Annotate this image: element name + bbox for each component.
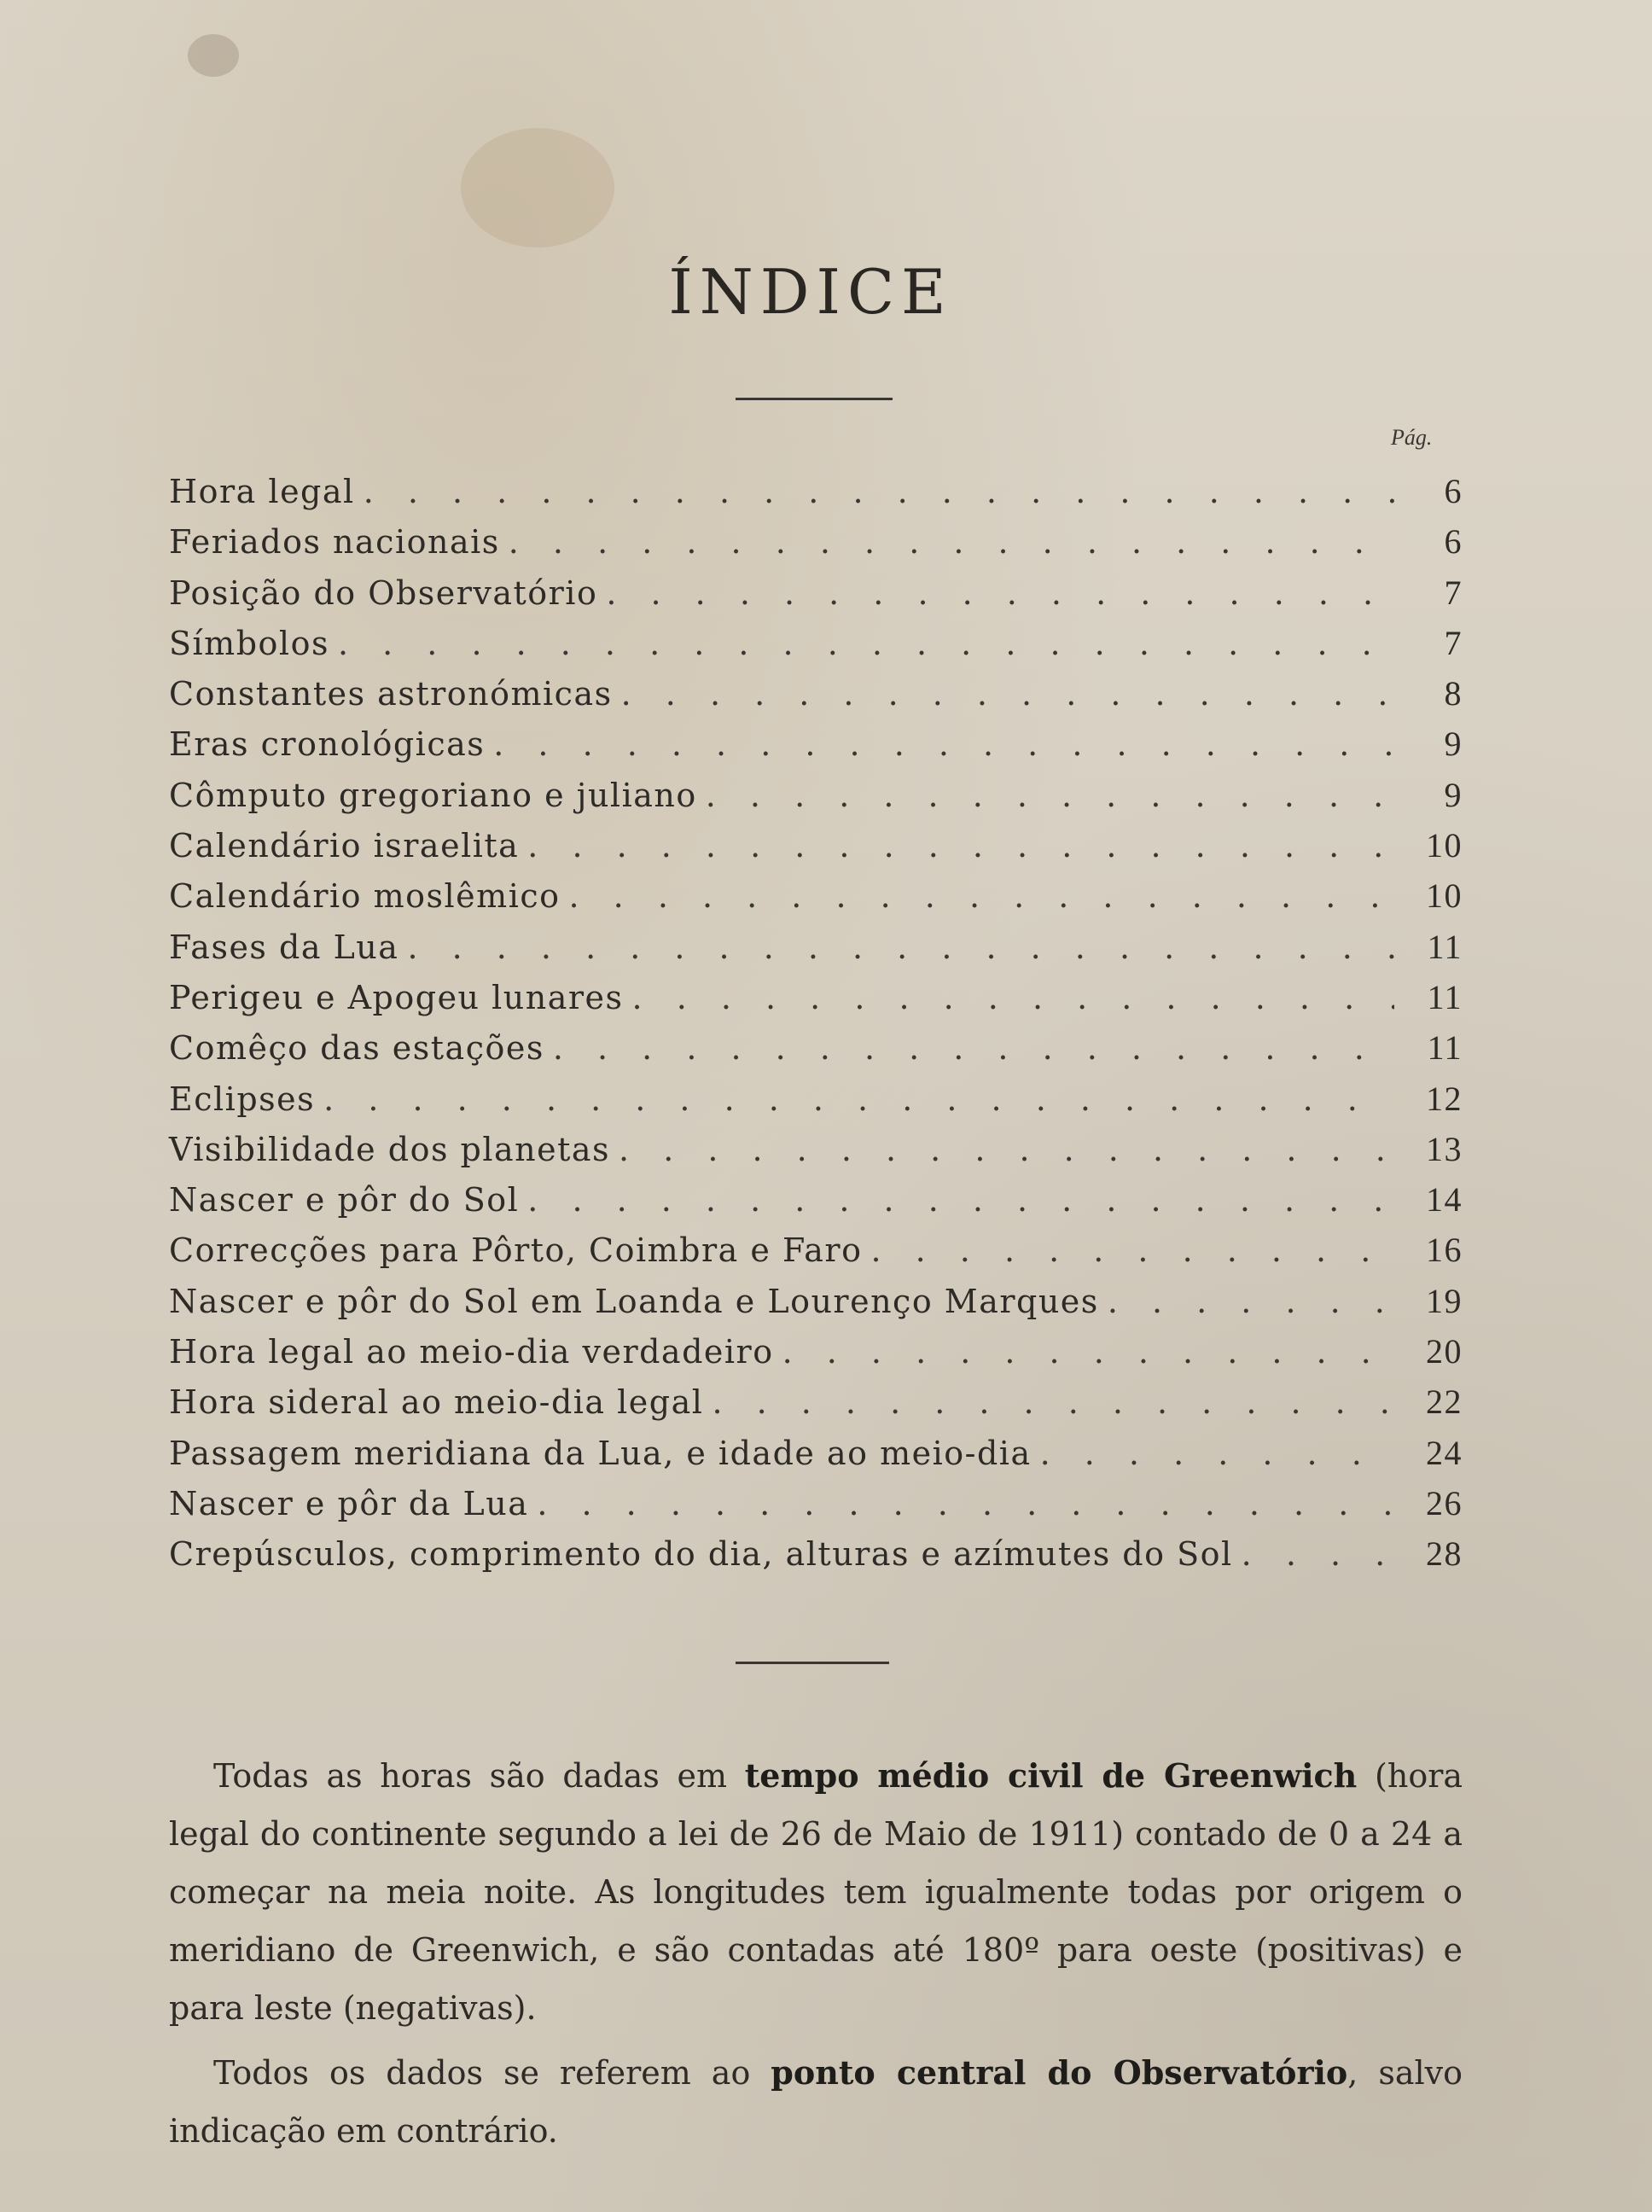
leader-dots [509, 523, 1394, 561]
page-title: ÍNDICE [668, 256, 953, 328]
toc-entry-page: 6 [1444, 472, 1463, 510]
toc-entry-title: Perigeu e Apogeu lunares [169, 978, 624, 1016]
toc-entry-title: Calendário moslêmico [169, 877, 561, 916]
toc-entry [169, 1433, 1463, 1483]
toc-entry [169, 1027, 1463, 1078]
toc-entry-title: Passagem meridiana da Lua, e idade ao meio-dia [169, 1434, 1032, 1472]
toc-entry-title: Visibilidade dos planetas [169, 1130, 611, 1168]
note-paragraph [169, 1747, 1463, 2037]
paper-stain [461, 128, 614, 247]
toc-entry-title: Eclipses [169, 1080, 316, 1118]
toc-entry-page: 7 [1444, 573, 1463, 612]
note-text: Todos os dados se referem ao [213, 2054, 771, 2092]
toc-entry-page: 24 [1426, 1433, 1463, 1472]
toc-entry-page: 6 [1444, 522, 1463, 562]
toc-entry-page: 11 [1427, 927, 1463, 966]
paper-stain [188, 34, 239, 77]
toc-entry [169, 1129, 1463, 1179]
page-column-label: Pág. [1391, 425, 1433, 450]
note-bold-text: tempo médio civil de Greenwich [744, 1756, 1358, 1795]
toc-entry-page: 19 [1426, 1281, 1463, 1320]
toc-entry-page: 26 [1426, 1483, 1463, 1522]
leader-dots [493, 725, 1394, 763]
toc-entry [169, 1281, 1463, 1331]
toc-entry [169, 1331, 1463, 1382]
toc-entry-title: Comêço das estações [169, 1029, 544, 1068]
leader-dots [606, 574, 1394, 612]
toc-entry-page: 20 [1426, 1332, 1463, 1371]
leader-dots [527, 827, 1394, 864]
toc-entry [169, 1483, 1463, 1534]
toc-entry [169, 876, 1463, 926]
toc-entry [169, 1534, 1463, 1584]
toc-entry-page: 10 [1426, 876, 1463, 916]
toc-entry-page: 16 [1426, 1231, 1463, 1270]
toc-entry-title: Símbolos [169, 624, 329, 662]
leader-dots [527, 1181, 1394, 1219]
toc-entry-title: Cômputo gregoriano e juliano [169, 776, 697, 814]
toc-entry-title: Posição do Observatório [169, 573, 598, 612]
toc-entry-page: 11 [1427, 1028, 1463, 1068]
toc-entry-page: 8 [1444, 674, 1463, 713]
toc-entry-title: Nascer e pôr do Sol [169, 1181, 520, 1220]
toc-entry [169, 521, 1463, 572]
title-divider [736, 398, 893, 400]
toc-entry-page: 12 [1426, 1079, 1463, 1118]
leader-dots [553, 1029, 1394, 1067]
toc-entry-title: Constantes astronómicas [169, 675, 613, 713]
toc-entry-page: 9 [1444, 775, 1463, 814]
toc-entry-title: Correcções para Pôrto, Coimbra e Faro [169, 1231, 863, 1270]
leader-dots [632, 979, 1394, 1016]
toc-entry-page: 22 [1426, 1382, 1463, 1422]
toc-entry-title: Fases da Lua [169, 928, 399, 966]
toc-entry-title: Hora sideral ao meio-dia legal [169, 1383, 704, 1422]
leader-dots [870, 1231, 1394, 1269]
toc-entry-title: Nascer e pôr do Sol em Loanda e Lourenço Marques [169, 1282, 1099, 1320]
toc-entry [169, 471, 1463, 521]
leader-dots [706, 777, 1394, 814]
toc-entry [169, 724, 1463, 774]
toc-entry [169, 623, 1463, 673]
leader-dots [1040, 1435, 1394, 1472]
leader-dots [782, 1333, 1394, 1371]
leader-dots [569, 877, 1394, 915]
toc-entry-page: 28 [1426, 1534, 1463, 1574]
toc-entry-title: Hora legal ao meio-dia verdadeiro [169, 1333, 774, 1371]
leader-dots [712, 1383, 1394, 1421]
toc-entry-title: Nascer e pôr da Lua [169, 1484, 529, 1522]
toc-entry [169, 775, 1463, 825]
leader-dots [619, 1131, 1394, 1168]
toc-entry-title: Feriados nacionais [169, 523, 500, 562]
leader-dots [407, 928, 1394, 966]
leader-dots [338, 625, 1394, 662]
toc-entry-page: 10 [1426, 826, 1463, 865]
note-paragraph [169, 2044, 1463, 2160]
toc-entry [169, 1079, 1463, 1129]
toc-entry-page: 9 [1444, 725, 1463, 764]
note-bold-text: ponto central do Observatório [771, 2053, 1348, 2092]
toc-entry [169, 927, 1463, 977]
toc-entry [169, 825, 1463, 876]
section-divider [736, 1662, 889, 1664]
toc-entry [169, 673, 1463, 724]
toc-entry-page: 11 [1427, 977, 1463, 1016]
note-text: (hora legal do continente segundo a lei de 26 de Maio de 1911) contado de 0 a 24 a começar na meia noite. As longitudes tem igualmente todas por origem o meridiano de Greenwich, e são contadas até 180º para oeste (positivas) e para leste (negativas). [169, 1757, 1463, 2027]
leader-dots [537, 1485, 1394, 1522]
toc-entry [169, 1382, 1463, 1432]
table-of-contents [169, 471, 1463, 1585]
leader-dots [1108, 1283, 1394, 1320]
toc-entry-title: Hora legal [169, 473, 355, 510]
toc-entry-title: Calendário israelita [169, 827, 520, 865]
toc-entry-page: 14 [1426, 1180, 1463, 1220]
toc-entry [169, 1179, 1463, 1230]
toc-entry [169, 977, 1463, 1027]
leader-dots [364, 473, 1394, 510]
leader-dots [1242, 1535, 1394, 1573]
note-text: Todas as horas são dadas em [213, 1757, 745, 1795]
toc-entry-page: 13 [1426, 1129, 1463, 1168]
toc-entry [169, 573, 1463, 623]
notes-section [169, 1747, 1463, 2167]
toc-entry-title: Crepúsculos, comprimento do dia, alturas e azímutes do Sol [169, 1535, 1233, 1574]
note-text: , salvo indicação em contrário. [169, 2054, 1463, 2150]
toc-entry-page: 7 [1444, 623, 1463, 662]
leader-dots [621, 675, 1394, 713]
toc-entry [169, 1230, 1463, 1280]
toc-entry-title: Eras cronológicas [169, 725, 486, 764]
leader-dots [323, 1080, 1394, 1118]
